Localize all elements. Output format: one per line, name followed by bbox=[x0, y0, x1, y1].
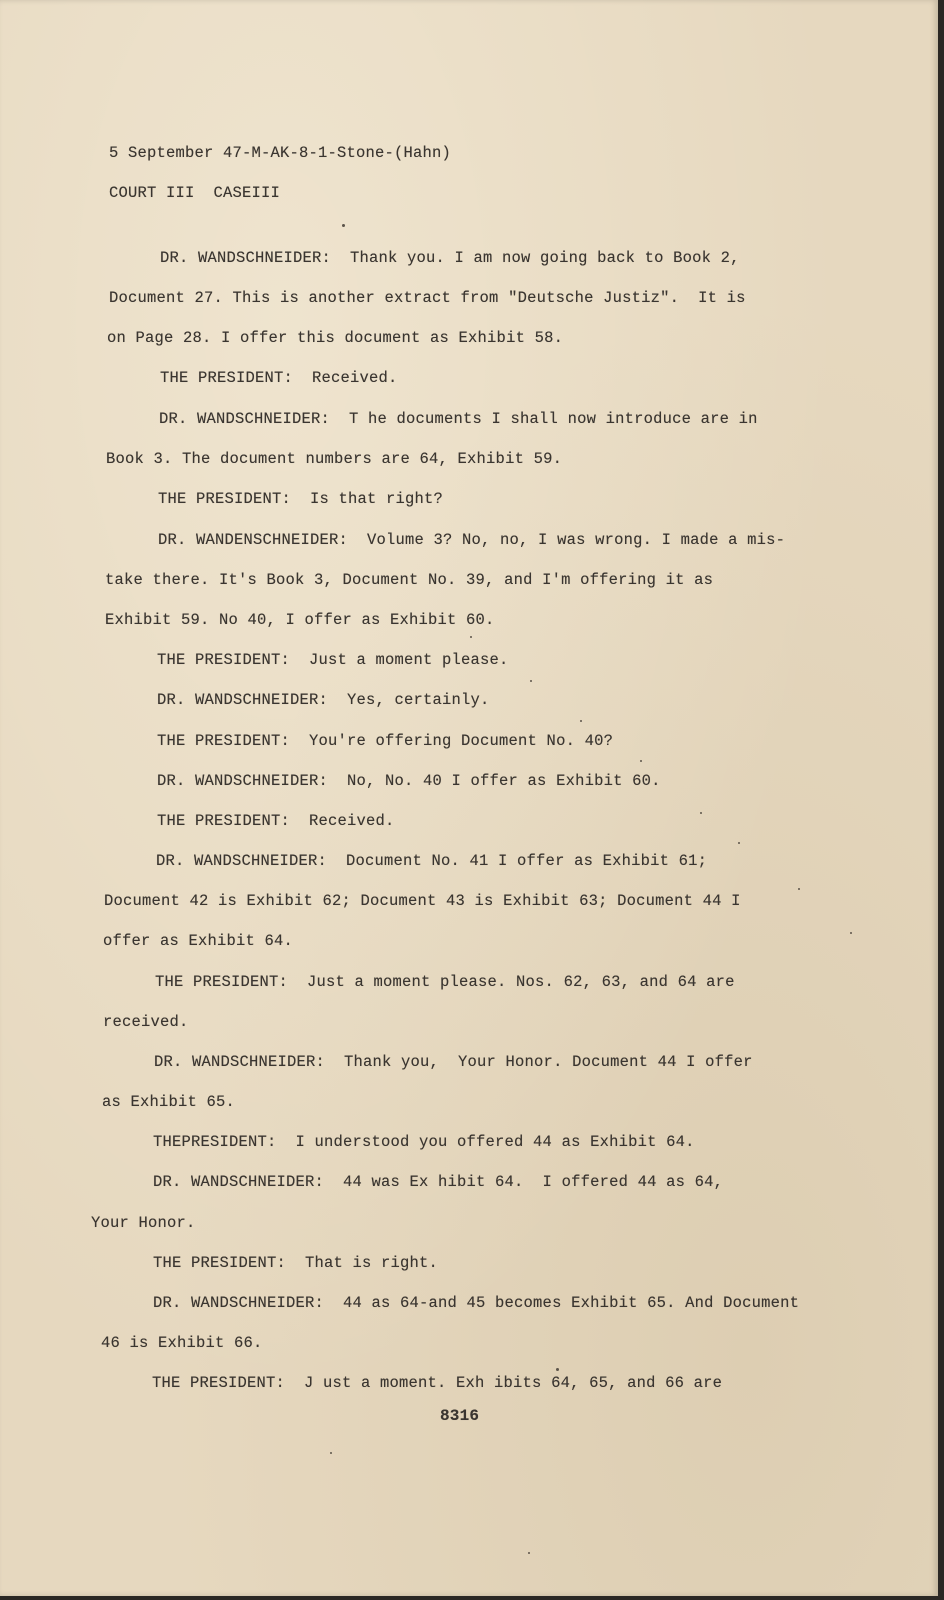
scan-speck bbox=[700, 812, 702, 814]
transcript-line: DR. WANDSCHNEIDER: Thank you. I am now going back to Book 2, bbox=[160, 249, 740, 267]
header-court-line: COURT III CASEIII bbox=[109, 184, 281, 202]
transcript-line: Your Honor. bbox=[91, 1214, 196, 1232]
transcript-line: THE PRESIDENT: Received. bbox=[160, 369, 398, 387]
scan-speck bbox=[738, 842, 740, 844]
transcript-line: THE PRESIDENT: That is right. bbox=[153, 1254, 439, 1272]
transcript-line: Book 3. The document numbers are 64, Exhibit 59. bbox=[106, 450, 563, 468]
scan-speck bbox=[640, 760, 642, 762]
scan-speck bbox=[530, 680, 532, 682]
transcript-line: DR. WANDSCHNEIDER: Yes, certainly. bbox=[157, 691, 490, 709]
scan-speck bbox=[556, 1368, 559, 1371]
scan-speck bbox=[330, 1452, 332, 1454]
transcript-line: THE PRESIDENT: Received. bbox=[157, 812, 395, 830]
transcript-line: THE PRESIDENT: You're offering Document No. 40? bbox=[157, 732, 614, 750]
scan-speck bbox=[798, 888, 800, 890]
page-number: 8316 bbox=[440, 1407, 480, 1425]
transcript-line: THE PRESIDENT: Just a moment please. bbox=[157, 651, 509, 669]
transcript-line: DR. WANDSCHNEIDER: No, No. 40 I offer as Exhibit 60. bbox=[157, 772, 661, 790]
scan-speck bbox=[470, 636, 472, 638]
transcript-line: DR. WANDSCHNEIDER: Document No. 41 I offer as Exhibit 61; bbox=[156, 852, 708, 870]
scan-speck bbox=[342, 224, 345, 227]
transcript-line: received. bbox=[103, 1013, 189, 1031]
scan-border-bottom bbox=[0, 1596, 944, 1600]
transcript-line: Document 42 is Exhibit 62; Document 43 is Exhibit 63; Document 44 I bbox=[104, 892, 741, 910]
transcript-line: DR. WANDSCHNEIDER: Thank you, Your Honor. Document 44 I offer bbox=[154, 1053, 753, 1071]
transcript-line: take there. It's Book 3, Document No. 39, and I'm offering it as bbox=[105, 571, 714, 589]
transcript-line: DR. WANDSCHNEIDER: 44 was Ex hibit 64. I offered 44 as 64, bbox=[153, 1173, 724, 1191]
transcript-line: THE PRESIDENT: Is that right? bbox=[158, 490, 444, 508]
transcript-line: THE PRESIDENT: Just a moment please. Nos. 62, 63, and 64 are bbox=[155, 973, 735, 991]
scan-speck bbox=[580, 720, 582, 722]
scan-speck bbox=[850, 932, 852, 934]
transcript-line: THEPRESIDENT: I understood you offered 44 as Exhibit 64. bbox=[153, 1133, 695, 1151]
transcript-line: on Page 28. I offer this document as Exhibit 58. bbox=[107, 329, 564, 347]
scan-border-right bbox=[938, 0, 944, 1600]
header-case-line: 5 September 47-M-AK-8-1-Stone-(Hahn) bbox=[109, 144, 452, 162]
transcript-line: offer as Exhibit 64. bbox=[103, 932, 294, 950]
transcript-line: DR. WANDSCHNEIDER: T he documents I shall now introduce are in bbox=[159, 410, 758, 428]
transcript-line: DR. WANDSCHNEIDER: 44 as 64-and 45 becomes Exhibit 65. And Document bbox=[153, 1294, 800, 1312]
transcript-line: as Exhibit 65. bbox=[102, 1093, 236, 1111]
transcript-line: Document 27. This is another extract from "Deutsche Justiz". It is bbox=[109, 289, 746, 307]
transcript-line: Exhibit 59. No 40, I offer as Exhibit 60. bbox=[105, 611, 495, 629]
transcript-line: DR. WANDENSCHNEIDER: Volume 3? No, no, I was wrong. I made a mis- bbox=[158, 531, 786, 549]
transcript-line: THE PRESIDENT: J ust a moment. Exh ibits 64, 65, and 66 are bbox=[152, 1374, 723, 1392]
scan-speck bbox=[528, 1552, 530, 1554]
transcript-line: 46 is Exhibit 66. bbox=[101, 1334, 263, 1352]
